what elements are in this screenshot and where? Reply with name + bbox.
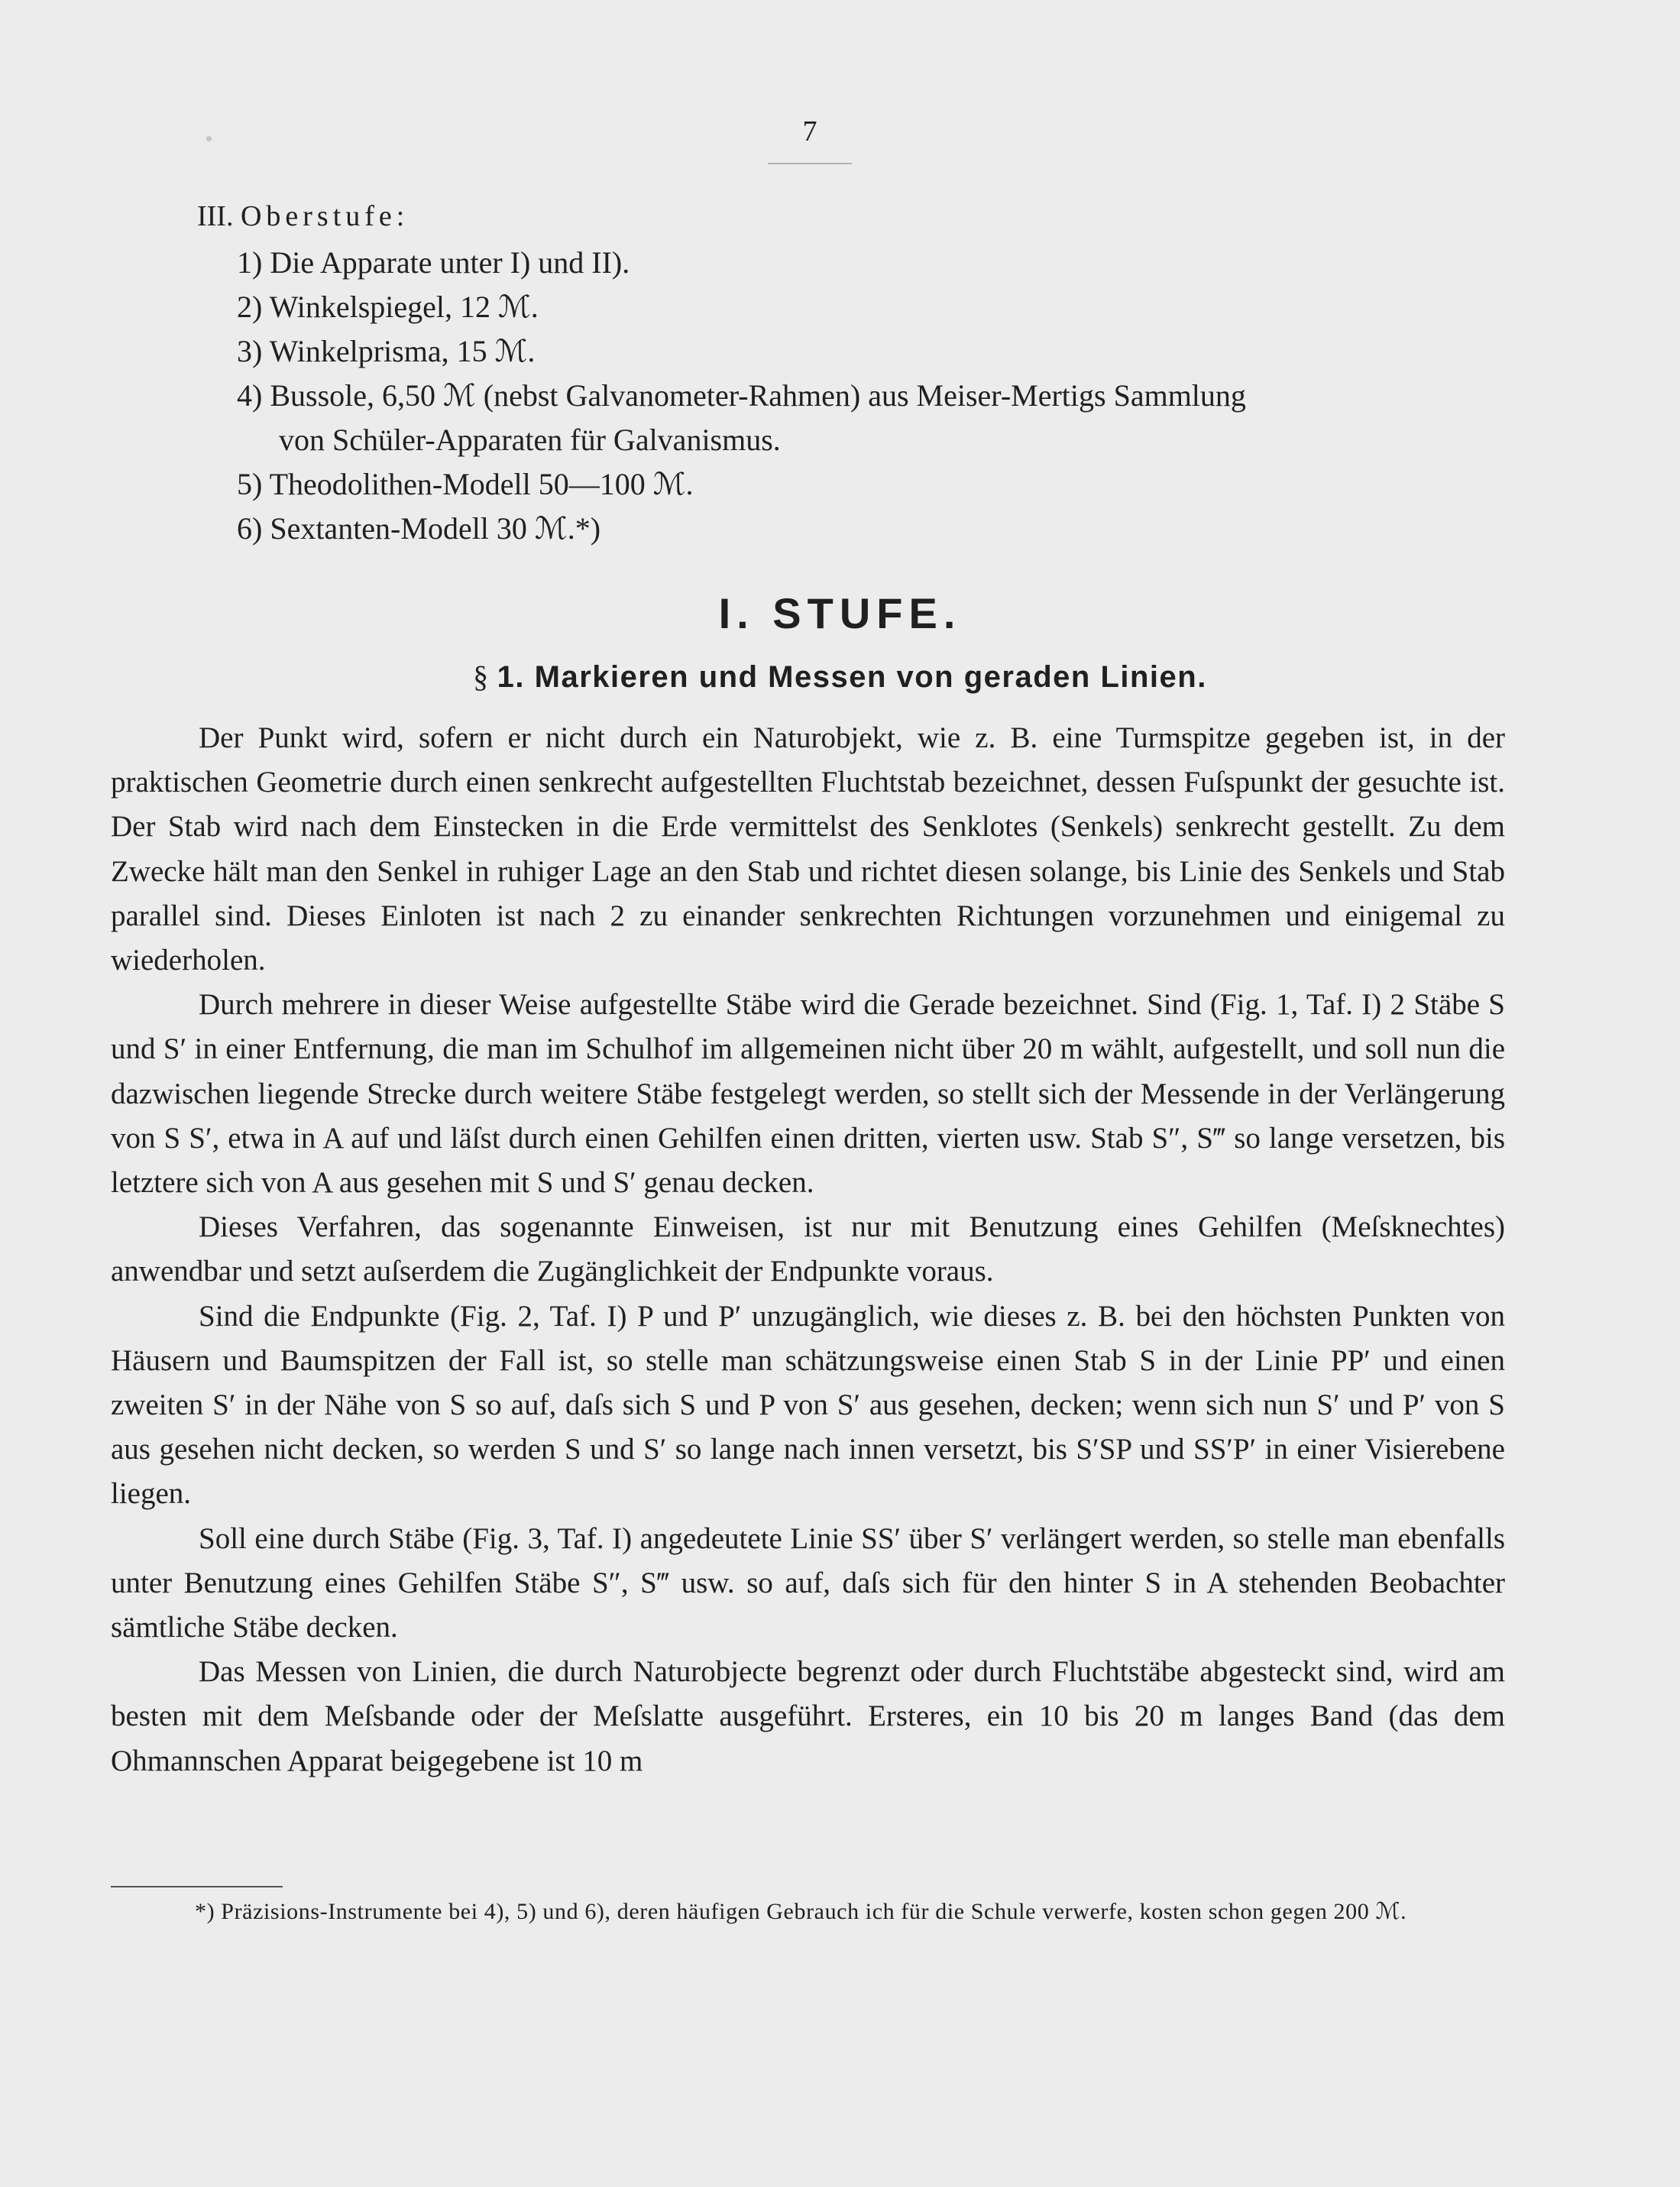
oberstufe-title: Oberstufe: xyxy=(240,200,409,232)
paragraph: Das Messen von Linien, die durch Naturobjecte begrenzt oder durch Fluchtstäbe abgesteckt sind, wird am besten mit dem Meſsbande oder der Meſslatte ausgeführt. Ersteres, ein 10 bis 20 m langes Band (das dem Ohmannschen Apparat beigegebene ist 10 m xyxy=(111,1655,1505,1777)
page-number: 7 xyxy=(802,115,817,147)
footnote: *) Präzisions-Instrumente bei 4), 5) und 6), deren häufigen Gebrauch ich für die Schule verwerfe, kosten schon gegen 200 ℳ. xyxy=(195,1899,1407,1924)
page-number-rule xyxy=(768,163,852,164)
list-item: 4) Bussole, 6,50 ℳ (nebst Galvanometer-Rahmen) aus Meiser-Mertigs Sammlung von Schüler-Apparaten für Galvanismus. xyxy=(237,374,1513,462)
oberstufe-heading xyxy=(197,195,409,238)
paragraph: Dieses Verfahren, das sogenannte Einweisen, ist nur mit Benutzung eines Gehilfen (Meſsknechtes) anwendbar und setzt auſserdem die Zugänglichkeit der Endpunkte voraus. xyxy=(111,1210,1505,1288)
section-heading xyxy=(0,659,1680,695)
chapter-title: I. STUFE. xyxy=(718,589,962,637)
section-symbol: § xyxy=(473,659,490,694)
list-item: 1) Die Apparate unter I) und II). xyxy=(237,245,630,280)
oberstufe-numeral: III. xyxy=(197,200,234,232)
section-heading-text: 1. Markieren und Messen von geraden Linien. xyxy=(497,660,1207,694)
paragraph: Sind die Endpunkte (Fig. 2, Taf. I) P und P′ unzugänglich, wie dieses z. B. bei den höchsten Punkten von Häusern und Baumspitzen der Fall ist, so stelle man schätzungsweise einen Stab S in der Linie PP′ und einen zweiten S′ in der Nähe von S so auf, daſs sich S und P von S′ aus gesehen, decken; wenn sich nun S′ und P′ von S aus gesehen nicht decken, so werden S und S′ so lange nach innen versetzt, bis S′SP und SS′P′ in einer Visierebene liegen. xyxy=(111,1299,1505,1511)
list-item: 3) Winkelprisma, 15 ℳ. xyxy=(237,334,536,368)
body-text xyxy=(111,716,1505,1784)
paragraph: Soll eine durch Stäbe (Fig. 3, Taf. I) angedeutete Linie SS′ über S′ verlängert werden, so stelle man ebenfalls unter Benutzung eines Gehilfen Stäbe S″, S‴ usw. so auf, daſs sich für den hinter S in A stehenden Beobachter sämtliche Stäbe decken. xyxy=(111,1521,1505,1644)
footnote-rule xyxy=(111,1886,283,1887)
list-item-continuation: von Schüler-Apparaten für Galvanismus. xyxy=(279,423,781,457)
list-item: 2) Winkelspiegel, 12 ℳ. xyxy=(237,290,539,324)
paragraph: Durch mehrere in dieser Weise aufgestellte Stäbe wird die Gerade bezeichnet. Sind (Fig. 1, Taf. I) 2 Stäbe S und S′ in einer Entfernung, die man im Schulhof im allgemeinen nicht über 20 m wählt, aufgestellt, und soll nun die dazwischen liegende Strecke durch weitere Stäbe festgelegt werden, so stellt sich der Messende in der Verlängerung von S S′, etwa in A auf und läſst durch einen Gehilfen einen dritten, vierten usw. Stab S″, S‴ so lange versetzen, bis letztere sich von A aus gesehen mit S und S′ genau decken. xyxy=(111,988,1505,1200)
page-speck xyxy=(206,136,212,141)
paragraph: Der Punkt wird, sofern er nicht durch ein Naturobjekt, wie z. B. eine Turmspitze gegeben ist, in der praktischen Geometrie durch einen senkrecht aufgestellten Fluchtstab bezeichnet, dessen Fuſspunkt der gesuchte ist. Der Stab wird nach dem Einstecken in die Erde vermittelst des Senklotes (Senkels) senkrecht gestellt. Zu dem Zwecke hält man den Senkel in ruhiger Lage an den Stab und richtet diesen solange, bis Linie des Senkels und Stab parallel sind. Dieses Einloten ist nach 2 zu einander senkrechten Richtungen vorzunehmen und einigemal zu wiederholen. xyxy=(111,721,1505,977)
list-item: 6) Sextanten-Modell 30 ℳ.*) xyxy=(237,511,601,546)
list-item: 5) Theodolithen-Modell 50—100 ℳ. xyxy=(237,467,694,501)
apparatus-list xyxy=(237,241,1513,551)
